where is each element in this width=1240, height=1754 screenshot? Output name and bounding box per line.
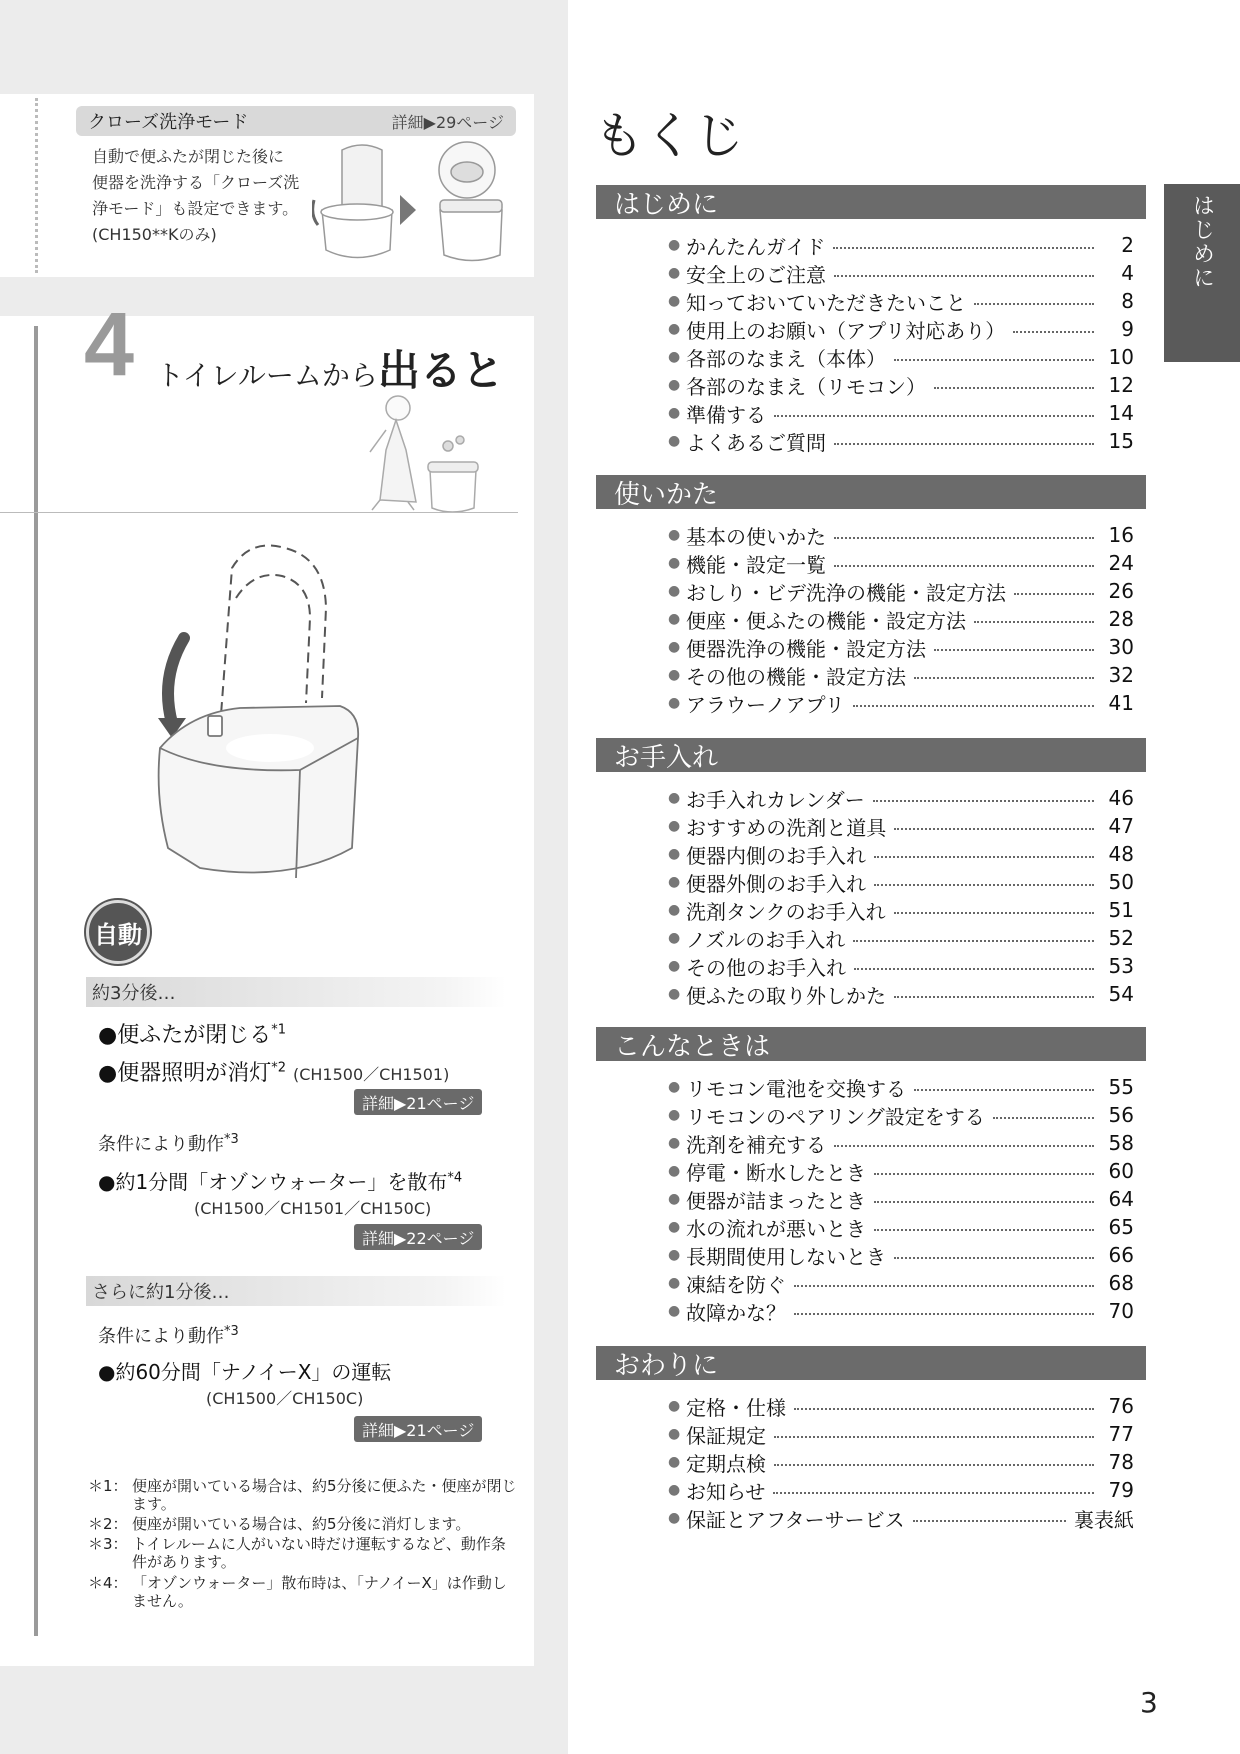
toc-entry-page: 66 (1108, 1243, 1134, 1267)
toc-entry-page: 78 (1108, 1450, 1134, 1474)
bullet-icon: ● (668, 527, 681, 543)
dot-leader (874, 856, 1094, 858)
bullet-icon: ● (668, 1482, 681, 1498)
toc-entry-label: リモコン電池を交換する (686, 1076, 906, 1101)
toc-entry-label: 長期間使用しないとき (686, 1244, 886, 1269)
toc-entry[interactable] (668, 1073, 1134, 1101)
bullet-icon: ● (668, 433, 681, 449)
toc-entry[interactable] (668, 577, 1134, 605)
toc-entry-page: 77 (1108, 1422, 1134, 1446)
footnote (88, 1515, 518, 1533)
toc-entry-label: その他のお手入れ (686, 955, 846, 980)
toc-section-header: こんなときは (596, 1027, 1146, 1061)
toc-entry-label: おすすめの洗剤と道具 (686, 815, 887, 840)
dot-leader (794, 1285, 1094, 1287)
close-mode-description (92, 144, 308, 248)
toc-entry[interactable] (668, 1269, 1134, 1297)
bullet-icon: ● (668, 611, 681, 627)
light-off-text: ●便器照明が消灯 (98, 1061, 272, 1086)
bullet-icon: ● (668, 958, 681, 974)
toc-entry-page: 56 (1108, 1103, 1134, 1127)
bullet-icon: ● (668, 695, 681, 711)
model-note: (CH1500／CH150C) (206, 1389, 364, 1408)
toc-entry-page: 8 (1121, 289, 1134, 313)
condition-text: 条件により動作 (98, 1326, 224, 1347)
bullet-icon: ● (668, 1510, 681, 1526)
footnote-text: トイレルームに人がいない時だけ運転するなど、動作条件があります。 (132, 1535, 506, 1571)
toc-entry-page: 53 (1108, 954, 1134, 978)
bullet-icon: ● (668, 555, 681, 571)
toc-entry-label: 基本の使いかた (686, 524, 826, 549)
toc-entry-page: 4 (1121, 261, 1134, 285)
toc-entry-page: 46 (1108, 786, 1134, 810)
toc-entry[interactable] (668, 343, 1134, 371)
bullet-icon: ● (668, 930, 681, 946)
dot-leader (833, 247, 1094, 249)
dot-leader (974, 303, 1094, 305)
footnote-key: ＊1： (88, 1477, 128, 1495)
dotted-divider (35, 98, 38, 273)
toc-entry-label: アラウーノアプリ (686, 692, 845, 717)
toc-entry-page: 48 (1108, 842, 1134, 866)
bullet-icon: ● (668, 1398, 681, 1414)
toc-entry-page: 68 (1108, 1271, 1134, 1295)
bullet-icon: ● (668, 986, 681, 1002)
toc-title: もくじ (594, 107, 744, 165)
toc-entry[interactable] (668, 427, 1134, 455)
toc-entry-page: 60 (1108, 1159, 1134, 1183)
dot-leader (894, 359, 1094, 361)
dot-leader (773, 1492, 1094, 1494)
toc-entry[interactable] (668, 1185, 1134, 1213)
toc-entry-label: 便器外側のお手入れ (686, 871, 866, 896)
bullet-icon: ● (668, 1079, 681, 1095)
toc-entry-page: 9 (1121, 317, 1134, 341)
toc-entry-label: ノズルのお手入れ (686, 927, 846, 952)
toc-entry-page: 10 (1108, 345, 1134, 369)
toc-section-header: おわりに (596, 1346, 1146, 1380)
dot-leader (874, 1229, 1094, 1231)
toc-entry[interactable] (668, 1504, 1134, 1532)
toc-entry[interactable] (668, 1101, 1134, 1129)
dot-leader (853, 940, 1094, 942)
bullet-icon: ● (668, 265, 681, 281)
toc-entry[interactable] (668, 1157, 1134, 1185)
lid-close-item (98, 1018, 286, 1049)
toc-entry-label: 各部のなまえ（リモコン） (686, 374, 926, 399)
dot-leader (774, 415, 1094, 417)
toc-entry-page: 50 (1108, 870, 1134, 894)
dot-leader (894, 996, 1094, 998)
dot-leader (1013, 331, 1094, 333)
toc-entry-label: 知っておいていただきたいこと (686, 290, 966, 315)
toc-entry-label: 使用上のお願い（アプリ対応あり） (686, 318, 1006, 343)
toc-entry[interactable] (668, 1476, 1134, 1504)
toc-entry-page: 26 (1108, 579, 1134, 603)
footnote-text: 便座が開いている場合は、約5分後に消灯します。 (132, 1515, 471, 1533)
toc-entry-page: 55 (1108, 1075, 1134, 1099)
toc-entry-page: 24 (1108, 551, 1134, 575)
toc-entry[interactable] (668, 980, 1134, 1008)
toc-entry[interactable] (668, 287, 1134, 315)
toc-entry-label: 定格・仕様 (686, 1395, 786, 1420)
toc-entry[interactable] (668, 259, 1134, 287)
condition-label (98, 1322, 239, 1348)
toc-entry-page: 32 (1108, 663, 1134, 687)
toc-entry-page: 14 (1108, 401, 1134, 425)
detail-link-22[interactable]: 詳細▶22ページ (354, 1224, 482, 1250)
bullet-icon: ● (668, 639, 681, 655)
toc-entry-label: 停電・断水したとき (686, 1160, 866, 1185)
bullet-icon: ● (668, 1219, 681, 1235)
toc-entry[interactable] (668, 371, 1134, 399)
toc-entry[interactable] (668, 231, 1134, 259)
toc-entry[interactable] (668, 1213, 1134, 1241)
toc-entry[interactable] (668, 812, 1134, 840)
toc-entry-page: 52 (1108, 926, 1134, 950)
toc-entry-label: 保証とアフターサービス (686, 1507, 905, 1532)
detail-link-21b[interactable]: 詳細▶21ページ (354, 1416, 482, 1442)
bullet-icon: ● (668, 583, 681, 599)
toc-entry[interactable] (668, 952, 1134, 980)
dot-leader (993, 1117, 1094, 1119)
toc-entry-page: 79 (1108, 1478, 1134, 1502)
toc-section-header: お手入れ (596, 738, 1146, 772)
toc-entry-page: 15 (1108, 429, 1134, 453)
toc-entry-page: 47 (1108, 814, 1134, 838)
toc-entry-page: 76 (1108, 1394, 1134, 1418)
toilet-illustration (150, 538, 360, 883)
dot-leader (834, 443, 1094, 445)
side-tab-label: はじめに (1189, 194, 1215, 290)
close-mode-line: 浄モード」も設定できます。 (92, 199, 299, 218)
toc-entry[interactable] (668, 1297, 1134, 1325)
close-mode-link[interactable]: 詳細▶29ページ (391, 112, 504, 132)
toc-entry-label: 準備する (686, 402, 766, 427)
footnote (88, 1535, 518, 1571)
bullet-icon: ● (668, 1247, 681, 1263)
toc-entry[interactable] (668, 605, 1134, 633)
toc-entry[interactable] (668, 1448, 1134, 1476)
dot-leader (794, 1313, 1094, 1315)
bullet-icon: ● (668, 902, 681, 918)
toc-entry-label: おしり・ビデ洗浄の機能・設定方法 (686, 580, 1006, 605)
toc-entry-page: 70 (1108, 1299, 1134, 1323)
footnote-mark: *4 (447, 1170, 463, 1186)
bullet-icon: ● (668, 874, 681, 890)
footnote-mark: *1 (271, 1022, 286, 1038)
dot-leader (794, 1408, 1094, 1410)
toc-entry[interactable] (668, 1241, 1134, 1269)
dot-leader (1014, 593, 1094, 595)
toc-entry[interactable] (668, 399, 1134, 427)
toc-entry-page: 28 (1108, 607, 1134, 631)
after-1min-bar: さらに約1分後… (86, 1276, 506, 1306)
bullet-icon: ● (668, 237, 681, 253)
dot-leader (874, 1201, 1094, 1203)
dot-leader (913, 1520, 1066, 1522)
toc-entry[interactable] (668, 549, 1134, 577)
toc-entry-label: 洗剤タンクのお手入れ (686, 899, 886, 924)
footnote-key: ＊3： (88, 1535, 128, 1553)
dot-leader (853, 705, 1094, 707)
dot-leader (894, 912, 1094, 914)
toc-entry-label: よくあるご質問 (686, 430, 826, 455)
bullet-icon: ● (668, 1454, 681, 1470)
toc-entry-page: 64 (1108, 1187, 1134, 1211)
toc-entry[interactable] (668, 896, 1134, 924)
dot-leader (914, 677, 1094, 679)
toc-entry-label: 便器内側のお手入れ (686, 843, 866, 868)
dot-leader (914, 1089, 1094, 1091)
toc-entry[interactable] (668, 1392, 1134, 1420)
bullet-icon: ● (668, 349, 681, 365)
person-illustration (356, 390, 486, 514)
bullet-icon: ● (668, 1191, 681, 1207)
step-vertical-line (34, 326, 38, 1636)
toc-entry-page: 65 (1108, 1215, 1134, 1239)
close-mode-line: 便器を洗浄する「クローズ洗 (92, 173, 300, 192)
close-mode-header (76, 106, 516, 136)
toc-entry-label: 定期点検 (686, 1451, 766, 1476)
footnote-key: ＊2： (88, 1515, 128, 1533)
toc-entry-page: 54 (1108, 982, 1134, 1006)
toc-entry[interactable] (668, 521, 1134, 549)
toc-entry-label: 便ふたの取り外しかた (686, 983, 886, 1008)
toc-entry-label: お手入れカレンダー (686, 787, 865, 812)
toc-entry[interactable] (668, 924, 1134, 952)
toc-entry-label: 便座・便ふたの機能・設定方法 (686, 608, 966, 633)
model-note: (CH1500／CH1501) (292, 1065, 450, 1084)
dot-leader (774, 1436, 1094, 1438)
toc-entry-label: 凍結を防ぐ (686, 1272, 786, 1297)
toc-entry[interactable] (668, 633, 1134, 661)
toc-entry-label: 故障かな？ (686, 1300, 786, 1325)
toc-entry-page: 51 (1108, 898, 1134, 922)
toc-entry-label: リモコンのペアリング設定をする (686, 1104, 985, 1129)
dot-leader (834, 1145, 1094, 1147)
section-divider (0, 512, 518, 513)
dot-leader (834, 537, 1094, 539)
condition-label (98, 1130, 239, 1156)
bullet-icon: ● (668, 405, 681, 421)
lid-close-text: ●便ふたが閉じる (98, 1023, 272, 1048)
toc-entry-label: その他の機能・設定方法 (686, 664, 906, 689)
bullet-icon: ● (668, 321, 681, 337)
footnote-mark: *3 (224, 1324, 239, 1339)
bullet-icon: ● (668, 293, 681, 309)
dot-leader (774, 1464, 1094, 1466)
dot-leader (834, 565, 1094, 567)
toc-entry-label: 安全上のご注意 (686, 262, 826, 287)
toc-entry-label: 洗剤を補充する (686, 1132, 826, 1157)
footnote-key: ＊4： (88, 1574, 128, 1592)
bullet-icon: ● (668, 1135, 681, 1151)
toc-section-header: 使いかた (596, 475, 1146, 509)
bullet-icon: ● (668, 1426, 681, 1442)
toc-entry-label: 水の流れが悪いとき (686, 1216, 866, 1241)
toc-entry-label: お知らせ (686, 1479, 766, 1504)
toc-entry-page: 2 (1121, 233, 1134, 257)
auto-badge: 自動 (86, 900, 150, 964)
condition-text: 条件により動作 (98, 1134, 224, 1155)
step-number: 4 (84, 295, 135, 395)
footnote (88, 1477, 518, 1513)
dot-leader (974, 621, 1094, 623)
light-off-item (98, 1056, 449, 1087)
toc-entry-page: 16 (1108, 523, 1134, 547)
footnote-text: 便座が開いている場合は、約5分後に便ふた・便座が閉じます。 (132, 1477, 517, 1513)
close-mode-line: (CH150**Kのみ) (92, 225, 217, 244)
dot-leader (874, 1173, 1094, 1175)
step-title (156, 338, 504, 398)
step-title-emphasis: 出ると (377, 346, 504, 395)
dot-leader (834, 275, 1094, 277)
toc-entry-label: 各部のなまえ（本体） (686, 346, 886, 371)
toc-entry[interactable] (668, 1420, 1134, 1448)
step-title-prefix: トイレルームから (156, 359, 378, 392)
ozone-text: ●約1分間「オゾンウォーター」を散布 (98, 1170, 448, 1194)
toc-entry[interactable] (668, 661, 1134, 689)
toc-entry-page: 裏表紙 (1074, 1507, 1134, 1532)
bullet-icon: ● (668, 846, 681, 862)
close-mode-title: クローズ洗浄モード (88, 112, 249, 133)
dot-leader (854, 968, 1094, 970)
footnote (88, 1574, 518, 1610)
toc-entry-page: 12 (1108, 373, 1134, 397)
dot-leader (873, 800, 1094, 802)
toc-entry-label: 機能・設定一覧 (686, 552, 826, 577)
toc-entry-label: 保証規定 (686, 1423, 766, 1448)
bullet-icon: ● (668, 1163, 681, 1179)
footnote-text: 「オゾンウォーター」散布時は、「ナノイーX」は作動しません。 (132, 1574, 507, 1610)
toc-entry-label: 便器洗浄の機能・設定方法 (686, 636, 926, 661)
detail-link-21[interactable]: 詳細▶21ページ (354, 1089, 482, 1115)
toc-entry[interactable] (668, 784, 1134, 812)
page-number: 3 (1140, 1686, 1158, 1719)
footnote-mark: *3 (224, 1132, 239, 1147)
bullet-icon: ● (668, 667, 681, 683)
dot-leader (874, 884, 1094, 886)
toc-entry-page: 58 (1108, 1131, 1134, 1155)
bullet-icon: ● (668, 1303, 681, 1319)
dot-leader (894, 828, 1094, 830)
toc-entry[interactable] (668, 689, 1134, 717)
bullet-icon: ● (668, 1275, 681, 1291)
bullet-icon: ● (668, 790, 681, 806)
ozone-item (98, 1166, 462, 1195)
dot-leader (934, 387, 1094, 389)
toc-section-header: はじめに (596, 185, 1146, 219)
toc-entry-page: 41 (1108, 691, 1134, 715)
dot-leader (934, 649, 1094, 651)
footnote-mark: *2 (271, 1060, 286, 1076)
close-mode-line: 自動で便ふたが閉じた後に (92, 147, 285, 166)
model-note: (CH1500／CH1501／CH150C) (194, 1199, 432, 1218)
toc-entry-page: 30 (1108, 635, 1134, 659)
toc-entry[interactable] (668, 840, 1134, 868)
toc-entry[interactable] (668, 1129, 1134, 1157)
bullet-icon: ● (668, 818, 681, 834)
toc-entry-label: かんたんガイド (686, 234, 826, 259)
close-mode-illustration (312, 140, 512, 270)
bullet-icon: ● (668, 1107, 681, 1123)
toc-entry[interactable] (668, 315, 1134, 343)
toc-entry-label: 便器が詰まったとき (686, 1188, 866, 1213)
after-3min-bar: 約3分後… (86, 977, 506, 1007)
toc-entry[interactable] (668, 868, 1134, 896)
bullet-icon: ● (668, 377, 681, 393)
dot-leader (894, 1257, 1094, 1259)
nanoe-item: ●約60分間「ナノイーX」の運転 (98, 1360, 392, 1384)
side-tab[interactable] (1164, 184, 1240, 362)
